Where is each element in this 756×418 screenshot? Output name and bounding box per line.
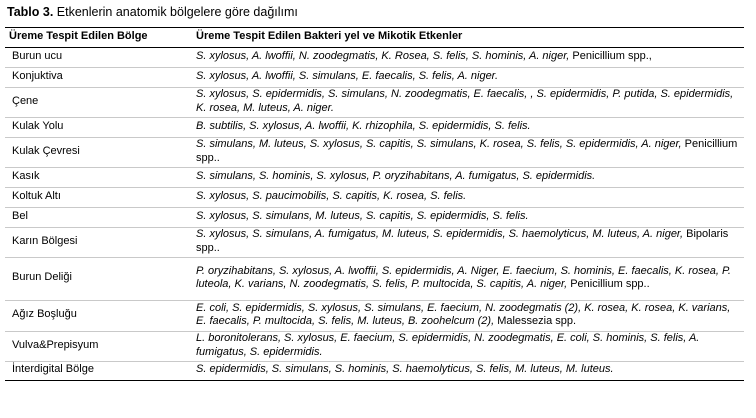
agents-cell [192, 227, 744, 257]
region-cell: Kasık [12, 169, 40, 182]
region-cell: Burun ucu [12, 49, 63, 62]
agents-cell [192, 300, 744, 331]
agents-italic-text: S. epidermidis, S. simulans, S. hominis, S. haemolyticus, S. felis, M. luteus, M. luteus. [196, 363, 614, 376]
agents-cell [192, 207, 744, 227]
agents-italic-text: S. xylosus, A. lwoffii, S. simulans, E. faecalis, S. felis, A. niger. [196, 69, 498, 82]
region-cell: Burun Deliği [12, 271, 72, 284]
agents-cell [192, 187, 744, 207]
table-row [5, 137, 744, 167]
agents-italic-text: S. xylosus, S. paucimobilis, S. capitis, K. rosea, S. felis. [196, 189, 467, 202]
agents-upright-text: Penicillium spp.. [196, 138, 738, 164]
region-cell: İnterdigital Bölge [12, 363, 94, 376]
agents-cell [192, 137, 744, 167]
agents-cell [192, 257, 744, 300]
agents-italic-text: S. simulans, M. luteus, S. xylosus, S. capitis, S. simulans, K. rosea, S. felis, S. epidermidis, A. niger, [196, 138, 685, 150]
agents-italic-text: S. simulans, S. hominis, S. xylosus, P. oryzihabitans, A. fumigatus, S. epidermidis. [196, 169, 596, 182]
agents-upright-text: Bipolaris spp.. [196, 228, 729, 254]
table-row [5, 207, 744, 227]
header-agents: Üreme Tespit Edilen Bakteri yel ve Mikotik Etkenler [192, 28, 744, 48]
region-cell: Kulak Yolu [12, 119, 64, 132]
agents-cell [192, 167, 744, 187]
agents-cell [192, 117, 744, 137]
agents-italic-text: E. coli, S. epidermidis, S. xylosus, S. simulans, E. faecium, N. zoodegmatis (2), K. rosea, K. rosea, K. varians, E. faecalis, P. multocida, S. felis, M. luteus, B. zoohelcum (2), [196, 301, 731, 328]
region-cell: Ağız Boşluğu [12, 308, 77, 321]
table-row [5, 331, 744, 361]
caption-text: Etkenlerin anatomik bölgelere göre dağılımı [53, 5, 298, 19]
agents-italic-text: S. xylosus, S. simulans, M. luteus, S. capitis, S. epidermidis, S. felis. [196, 209, 529, 222]
agents-cell [192, 361, 744, 380]
distribution-table [5, 27, 744, 381]
agents-italic-text: B. subtilis, S. xylosus, A. lwoffii, K. rhizophila, S. epidermidis, S. felis. [196, 119, 531, 132]
table-row [5, 361, 744, 380]
region-cell: Konjuktiva [12, 69, 63, 82]
table-row [5, 87, 744, 117]
table-caption [7, 4, 298, 20]
table-row [5, 300, 744, 331]
agents-upright-text: Malessezia spp. [497, 315, 577, 328]
caption-label: Tablo 3. [7, 5, 54, 19]
agents-italic-text: S. xylosus, A. lwoffii, N. zoodegmatis, K. Rosea, S. felis, S. hominis, A. niger, [196, 49, 573, 62]
table-row [5, 117, 744, 137]
agents-cell [192, 331, 744, 361]
agents-italic-text: P. oryzihabitans, S. xylosus, A. lwoffii, S. epidermidis, A. Niger, E. faecium, S. hominis, E. faecalis, K. rosea, P. luteola, K. varians, N. zoodegmatis, S. felis, P. multocida, S. capitis, A. niger, [196, 264, 731, 291]
region-cell: Bel [12, 209, 28, 222]
region-cell: Karın Bölgesi [12, 234, 78, 247]
agents-upright-text: Penicillium spp.. [570, 278, 650, 291]
header-row [5, 28, 744, 48]
table-row [5, 227, 744, 257]
table-row [5, 187, 744, 207]
agents-upright-text: Penicillium spp., [572, 49, 652, 62]
table-row [5, 257, 744, 300]
region-cell: Kulak Çevresi [12, 144, 80, 157]
agents-italic-text: L. boronitolerans, S. xylosus, E. faecium, S. epidermidis, N. zoodegmatis, E. coli, S. hominis, S. felis, A. fumigatus, S. epidermidis. [196, 332, 700, 358]
region-cell: Çene [12, 94, 39, 107]
table-row [5, 47, 744, 67]
agents-cell [192, 67, 744, 87]
agents-cell [192, 47, 744, 67]
region-cell: Vulva&Prepisyum [12, 338, 99, 351]
agents-cell [192, 87, 744, 117]
table-row [5, 167, 744, 187]
agents-italic-text: S. xylosus, S. epidermidis, S. simulans, N. zoodegmatis, E. faecalis, , S. epidermidis, P. putida, S. epidermidis, K. rosea, M. luteus, A. niger. [196, 88, 734, 114]
header-region: Üreme Tespit Edilen Bölge [5, 28, 192, 48]
table-row [5, 67, 744, 87]
agents-italic-text: S. xylosus, S. simulans, A. fumigatus, M. luteus, S. epidermidis, S. haemolyticus, M. luteus, A. niger, [196, 228, 687, 240]
table-body [5, 47, 744, 380]
region-cell: Koltuk Altı [12, 189, 61, 202]
